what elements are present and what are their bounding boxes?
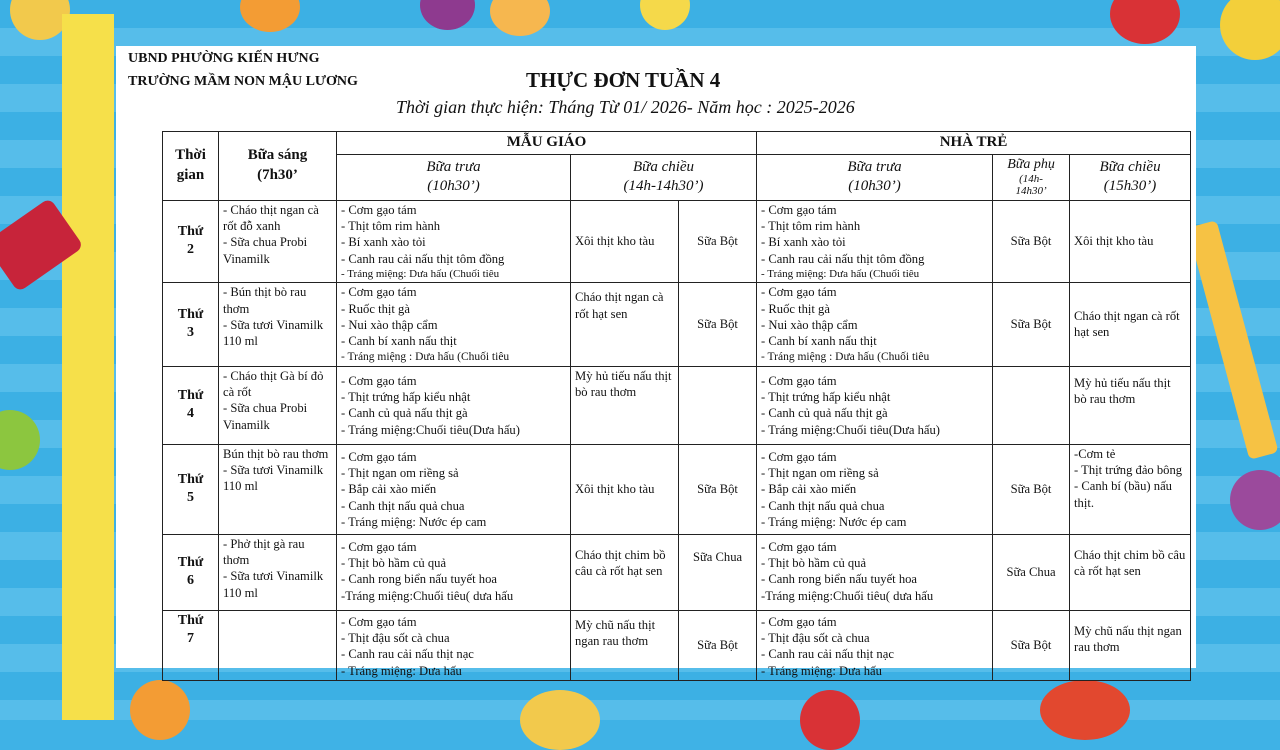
mg-lunch-cell: - Cơm gạo tám - Thịt trứng hấp kiểu nhật - Canh củ quả nấu thịt gà - Tráng miệng:Chuối tiêu(Dưa hấu) bbox=[337, 366, 571, 444]
col-header-mg-lunch: Bữa trưa (10h30’) bbox=[337, 154, 571, 200]
breakfast-cell: - Bún thịt bò rau thơm - Sữa tươi Vinamilk 110 ml bbox=[219, 283, 337, 366]
nt-afternoon-cell: Mỳ chũ nấu thịt ngan rau thơm bbox=[1070, 610, 1191, 680]
menu-document bbox=[116, 46, 1196, 678]
day-cell: Thứ 2 bbox=[163, 200, 219, 283]
col-header-mg-afternoon: Bữa chiều (14h-14h30’) bbox=[571, 154, 757, 200]
mg-afternoon-dish-cell: Mỳ hủ tiếu nấu thịt bò rau thơm bbox=[571, 366, 679, 444]
table-row bbox=[163, 283, 1191, 366]
col-header-breakfast: Bữa sáng (7h30’ bbox=[219, 132, 337, 201]
mg-afternoon-dish-cell: Cháo thịt ngan cà rốt hạt sen bbox=[571, 283, 679, 366]
org-name-ward: UBND PHƯỜNG KIẾN HƯNG bbox=[128, 51, 320, 66]
nt-snack-cell: Sữa Bột bbox=[993, 200, 1070, 283]
col-header-nt-afternoon: Bữa chiều (15h30’) bbox=[1070, 154, 1191, 200]
mg-afternoon-dish-cell: Mỳ chũ nấu thịt ngan rau thơm bbox=[571, 610, 679, 680]
mg-lunch-cell: - Cơm gạo tám - Thịt ngan om riềng sả - Bắp cải xào miến - Canh thịt nấu quả chua - Tráng miệng: Nước ép cam bbox=[337, 444, 571, 534]
nt-afternoon-cell: Mỳ hủ tiếu nấu thịt bò rau thơm bbox=[1070, 366, 1191, 444]
nt-lunch-cell: - Cơm gạo tám - Ruốc thịt gà - Nui xào thập cẩm - Canh bí xanh nấu thịt - Tráng miệng : Dưa hấu (Chuối tiêu bbox=[757, 283, 993, 366]
col-header-nt-snack: Bữa phụ (14h- 14h30’ bbox=[993, 154, 1070, 200]
mg-afternoon-dish-cell: Xôi thịt kho tàu bbox=[571, 200, 679, 283]
breakfast-cell: - Cháo thịt ngan cà rốt đỗ xanh - Sữa chua Probi Vinamilk bbox=[219, 200, 337, 283]
decor-fruit-bottom-1 bbox=[130, 680, 190, 740]
group-header-mau-giao: MẪU GIÁO bbox=[337, 132, 757, 155]
mg-lunch-cell: - Cơm gạo tám - Thịt tôm rim hành - Bí xanh xào tỏi - Canh rau cải nấu thịt tôm đồng - Tráng miệng: Dưa hấu (Chuối tiêu bbox=[337, 200, 571, 283]
breakfast-cell bbox=[219, 610, 337, 680]
mg-afternoon-milk-cell: Sữa Bột bbox=[679, 283, 757, 366]
mg-lunch-cell: - Cơm gạo tám - Thịt bò hầm củ quả - Canh rong biển nấu tuyết hoa -Tráng miệng:Chuối tiêu( dưa hấu bbox=[337, 534, 571, 610]
mg-afternoon-milk-cell bbox=[679, 366, 757, 444]
nt-snack-cell bbox=[993, 366, 1070, 444]
day-cell: Thứ 5 bbox=[163, 444, 219, 534]
col-header-time: Thời gian bbox=[163, 132, 219, 201]
nt-snack-cell: Sữa Bột bbox=[993, 610, 1070, 680]
mg-lunch-cell: - Cơm gạo tám - Thịt đậu sốt cà chua - Canh rau cải nấu thịt nạc - Tráng miệng: Dưa hấu bbox=[337, 610, 571, 680]
mg-afternoon-milk-cell: Sữa Bột bbox=[679, 610, 757, 680]
group-header-nha-tre: NHÀ TRẺ bbox=[757, 132, 1191, 155]
nt-afternoon-cell: Cháo thịt ngan cà rốt hạt sen bbox=[1070, 283, 1191, 366]
decor-fish-bottom bbox=[1040, 680, 1130, 740]
org-name-school: TRƯỜNG MẦM NON MẬU LƯƠNG bbox=[128, 74, 358, 89]
nt-afternoon-cell: Cháo thịt chim bồ câu cà rốt hạt sen bbox=[1070, 534, 1191, 610]
mg-afternoon-dish-cell: Cháo thịt chim bồ câu cà rốt hạt sen bbox=[571, 534, 679, 610]
nt-snack-cell: Sữa Bột bbox=[993, 444, 1070, 534]
decor-fruit-bottom-3 bbox=[800, 690, 860, 750]
breakfast-cell: Bún thịt bò rau thơm - Sữa tươi Vinamilk 110 ml bbox=[219, 444, 337, 534]
table-row bbox=[163, 366, 1191, 444]
table-row bbox=[163, 534, 1191, 610]
breakfast-cell: - Phở thịt gà rau thơm - Sữa tươi Vinamilk 110 ml bbox=[219, 534, 337, 610]
nt-lunch-cell: - Cơm gạo tám - Thịt trứng hấp kiểu nhật - Canh củ quả nấu thịt gà - Tráng miệng:Chuối tiêu(Dưa hấu) bbox=[757, 366, 993, 444]
col-header-nt-lunch: Bữa trưa (10h30’) bbox=[757, 154, 993, 200]
table-row bbox=[163, 200, 1191, 283]
nt-afternoon-cell: -Cơm tẻ - Thịt trứng đảo bông - Canh bí (bầu) nấu thịt. bbox=[1070, 444, 1191, 534]
table-row bbox=[163, 444, 1191, 534]
breakfast-cell: - Cháo thịt Gà bí đỏ cà rốt - Sữa chua Probi Vinamilk bbox=[219, 366, 337, 444]
nt-lunch-cell: - Cơm gạo tám - Thịt bò hầm củ quả - Canh rong biển nấu tuyết hoa -Tráng miệng:Chuối tiêu( dưa hấu bbox=[757, 534, 993, 610]
mg-afternoon-milk-cell: Sữa Bột bbox=[679, 444, 757, 534]
nt-afternoon-cell: Xôi thịt kho tàu bbox=[1070, 200, 1191, 283]
day-cell: Thứ 3 bbox=[163, 283, 219, 366]
day-cell: Thứ 4 bbox=[163, 366, 219, 444]
mg-afternoon-milk-cell: Sữa Chua bbox=[679, 534, 757, 610]
nt-snack-cell: Sữa Chua bbox=[993, 534, 1070, 610]
nt-lunch-cell: - Cơm gạo tám - Thịt tôm rim hành - Bí xanh xào tỏi - Canh rau cải nấu thịt tôm đồng - Tráng miệng: Dưa hấu (Chuối tiêu bbox=[757, 200, 993, 283]
nt-lunch-cell: - Cơm gạo tám - Thịt đậu sốt cà chua - Canh rau cải nấu thịt nạc - Tráng miệng: Dưa hấu bbox=[757, 610, 993, 680]
menu-table bbox=[162, 131, 1191, 681]
day-cell: Thứ 7 bbox=[163, 610, 219, 680]
decor-fruit-bottom-2 bbox=[520, 690, 600, 750]
page-title: THỰC ĐƠN TUẦN 4 bbox=[526, 68, 721, 92]
day-cell: Thứ 6 bbox=[163, 534, 219, 610]
yellow-band bbox=[62, 14, 114, 720]
nt-lunch-cell: - Cơm gạo tám - Thịt ngan om riềng sả - Bắp cải xào miến - Canh thịt nấu quả chua - Tráng miệng: Nước ép cam bbox=[757, 444, 993, 534]
table-row bbox=[163, 610, 1191, 680]
mg-lunch-cell: - Cơm gạo tám - Ruốc thịt gà - Nui xào thập cẩm - Canh bí xanh nấu thịt - Tráng miệng : Dưa hấu (Chuối tiêu bbox=[337, 283, 571, 366]
mg-afternoon-dish-cell: Xôi thịt kho tàu bbox=[571, 444, 679, 534]
mg-afternoon-milk-cell: Sữa Bột bbox=[679, 200, 757, 283]
nt-snack-cell: Sữa Bột bbox=[993, 283, 1070, 366]
page-subtitle: Thời gian thực hiện: Tháng Từ 01/ 2026- Năm học : 2025-2026 bbox=[396, 97, 855, 117]
